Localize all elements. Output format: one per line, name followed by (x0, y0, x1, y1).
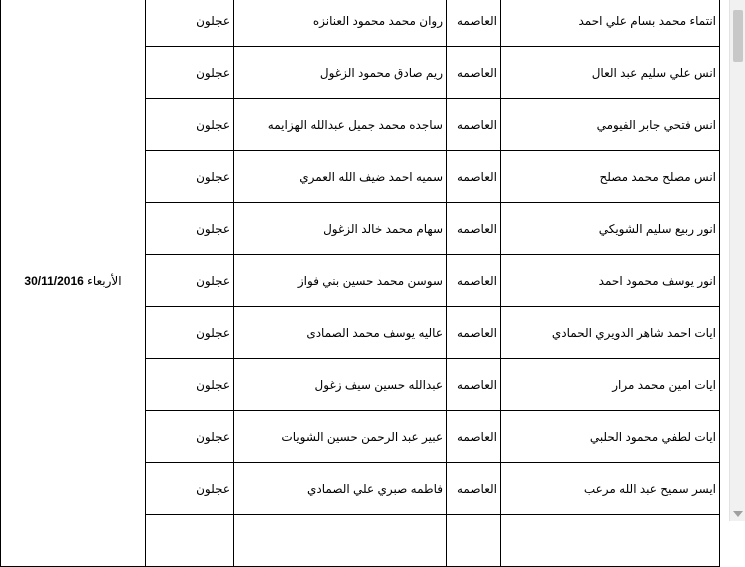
city-cell: العاصمه (447, 255, 501, 307)
proctor-name-cell: سوسن محمد حسين بني فواز (234, 255, 447, 307)
governorate-cell: عجلون (146, 359, 234, 411)
governorate-cell: عجلون (146, 307, 234, 359)
proctor-name-cell: ريم صادق محمود الزغول (234, 47, 447, 99)
student-name-cell: انتماء محمد بسام علي احمد (501, 0, 720, 47)
city-cell: العاصمه (447, 151, 501, 203)
student-name-cell: ايسر سميح عبد الله مرعب (501, 463, 720, 515)
student-name-cell: انس علي سليم عبد العال (501, 47, 720, 99)
city-cell (447, 515, 501, 567)
governorate-cell (146, 515, 234, 567)
exam-date-value: 30/11/2016 (24, 273, 84, 288)
governorate-cell: عجلون (146, 255, 234, 307)
governorate-cell: عجلون (146, 151, 234, 203)
city-cell: العاصمه (447, 411, 501, 463)
schedule-table-body (1, 0, 720, 567)
proctor-name-cell: سهام محمد خالد الزغول (234, 203, 447, 255)
student-name-cell: انور يوسف محمود احمد (501, 255, 720, 307)
proctor-name-cell: ساجده محمد جميل عبدالله الهزايمه (234, 99, 447, 151)
student-name-cell: انس مصلح محمد مصلح (501, 151, 720, 203)
governorate-cell: عجلون (146, 47, 234, 99)
exam-date-cell (1, 0, 146, 567)
governorate-cell: عجلون (146, 411, 234, 463)
city-cell: العاصمه (447, 203, 501, 255)
proctor-name-cell: روان محمد محمود العنانزه (234, 0, 447, 47)
vertical-scrollbar[interactable] (729, 0, 745, 521)
scroll-down-arrow-icon[interactable] (733, 511, 743, 517)
governorate-cell: عجلون (146, 203, 234, 255)
city-cell: العاصمه (447, 47, 501, 99)
governorate-cell: عجلون (146, 463, 234, 515)
proctor-name-cell: سميه احمد ضيف الله العمري (234, 151, 447, 203)
city-cell: العاصمه (447, 359, 501, 411)
proctor-name-cell: عبدالله حسين سيف زغول (234, 359, 447, 411)
proctor-name-cell: فاطمه صبري علي الصمادي (234, 463, 447, 515)
scrollbar-thumb[interactable] (733, 10, 743, 62)
student-name-cell (501, 515, 720, 567)
city-cell: العاصمه (447, 0, 501, 47)
city-cell: العاصمه (447, 99, 501, 151)
student-name-cell: انور ربيع سليم الشويكي (501, 203, 720, 255)
city-cell: العاصمه (447, 463, 501, 515)
exam-date (24, 274, 121, 288)
table-row (1, 0, 720, 47)
student-name-cell: انس فتحي جابر الفيومي (501, 99, 720, 151)
student-name-cell: ايات لطفي محمود الحلبي (501, 411, 720, 463)
student-name-cell: ايات احمد شاهر الدويري الحمادي (501, 307, 720, 359)
proctor-name-cell: عبير عبد الرحمن حسين الشويات (234, 411, 447, 463)
proctor-name-cell: عاليه يوسف محمد الصمادى (234, 307, 447, 359)
exam-day: الأربعاء (87, 273, 122, 288)
student-name-cell: ايات امين محمد مرار (501, 359, 720, 411)
proctor-name-cell (234, 515, 447, 567)
city-cell: العاصمه (447, 307, 501, 359)
governorate-cell: عجلون (146, 99, 234, 151)
governorate-cell: عجلون (146, 0, 234, 47)
